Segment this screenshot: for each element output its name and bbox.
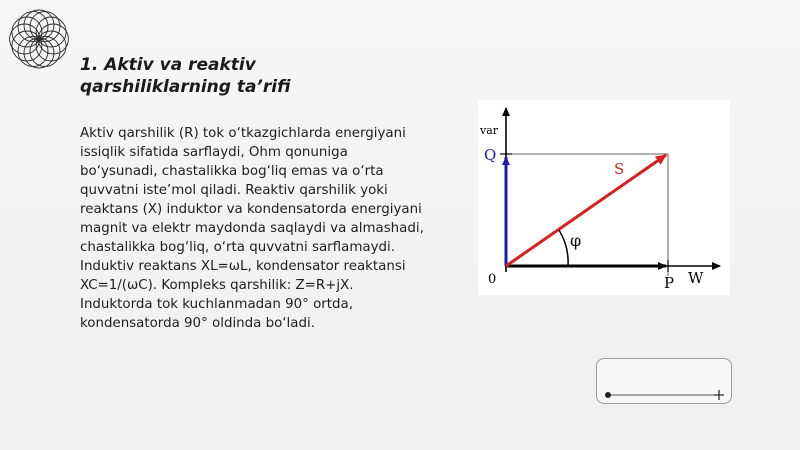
q-label: Q [484,146,497,164]
slide-title: 1. Aktiv va reaktiv qarshiliklarning ta’rifi [80,55,291,97]
phi-label: φ [570,231,582,250]
phi-arc [559,230,568,266]
media-scrubber[interactable] [596,358,732,404]
plus-icon[interactable] [714,390,724,400]
s-vector [506,155,666,266]
logo-icon [4,4,74,74]
p-label: P [664,274,675,292]
var-label: var [480,124,499,137]
dot-icon[interactable] [605,392,611,398]
power-triangle-diagram [478,100,730,295]
zero-label: 0 [488,272,497,287]
body-paragraph: Aktiv qarshilik (R) tok o‘tkazgichlarda energiyani issiqlik sifatida sarflaydi, Ohm qonuniga bo‘ysunadi, chastalikka bog‘liq emas va o‘rta quvvatni iste’mol qiladi. Reaktiv qarshilik yoki reaktans (X) induktor va kondensatorda energiyani magnit va elektr maydonda saqlaydi va almashadi, chastalikka bog‘liq, o‘rta quvvatni sarflamaydi. Induktiv reaktans XL=ωL, kondensator reaktansi XC=1/(ωC). Kompleks qarshilik: Z=R+jX. Induktorda tok kuchlanmadan 90° ortda, kondensatorda 90° oldinda bo‘ladi. [80,126,424,331]
w-label: W [688,269,704,287]
s-label: S [614,160,625,178]
